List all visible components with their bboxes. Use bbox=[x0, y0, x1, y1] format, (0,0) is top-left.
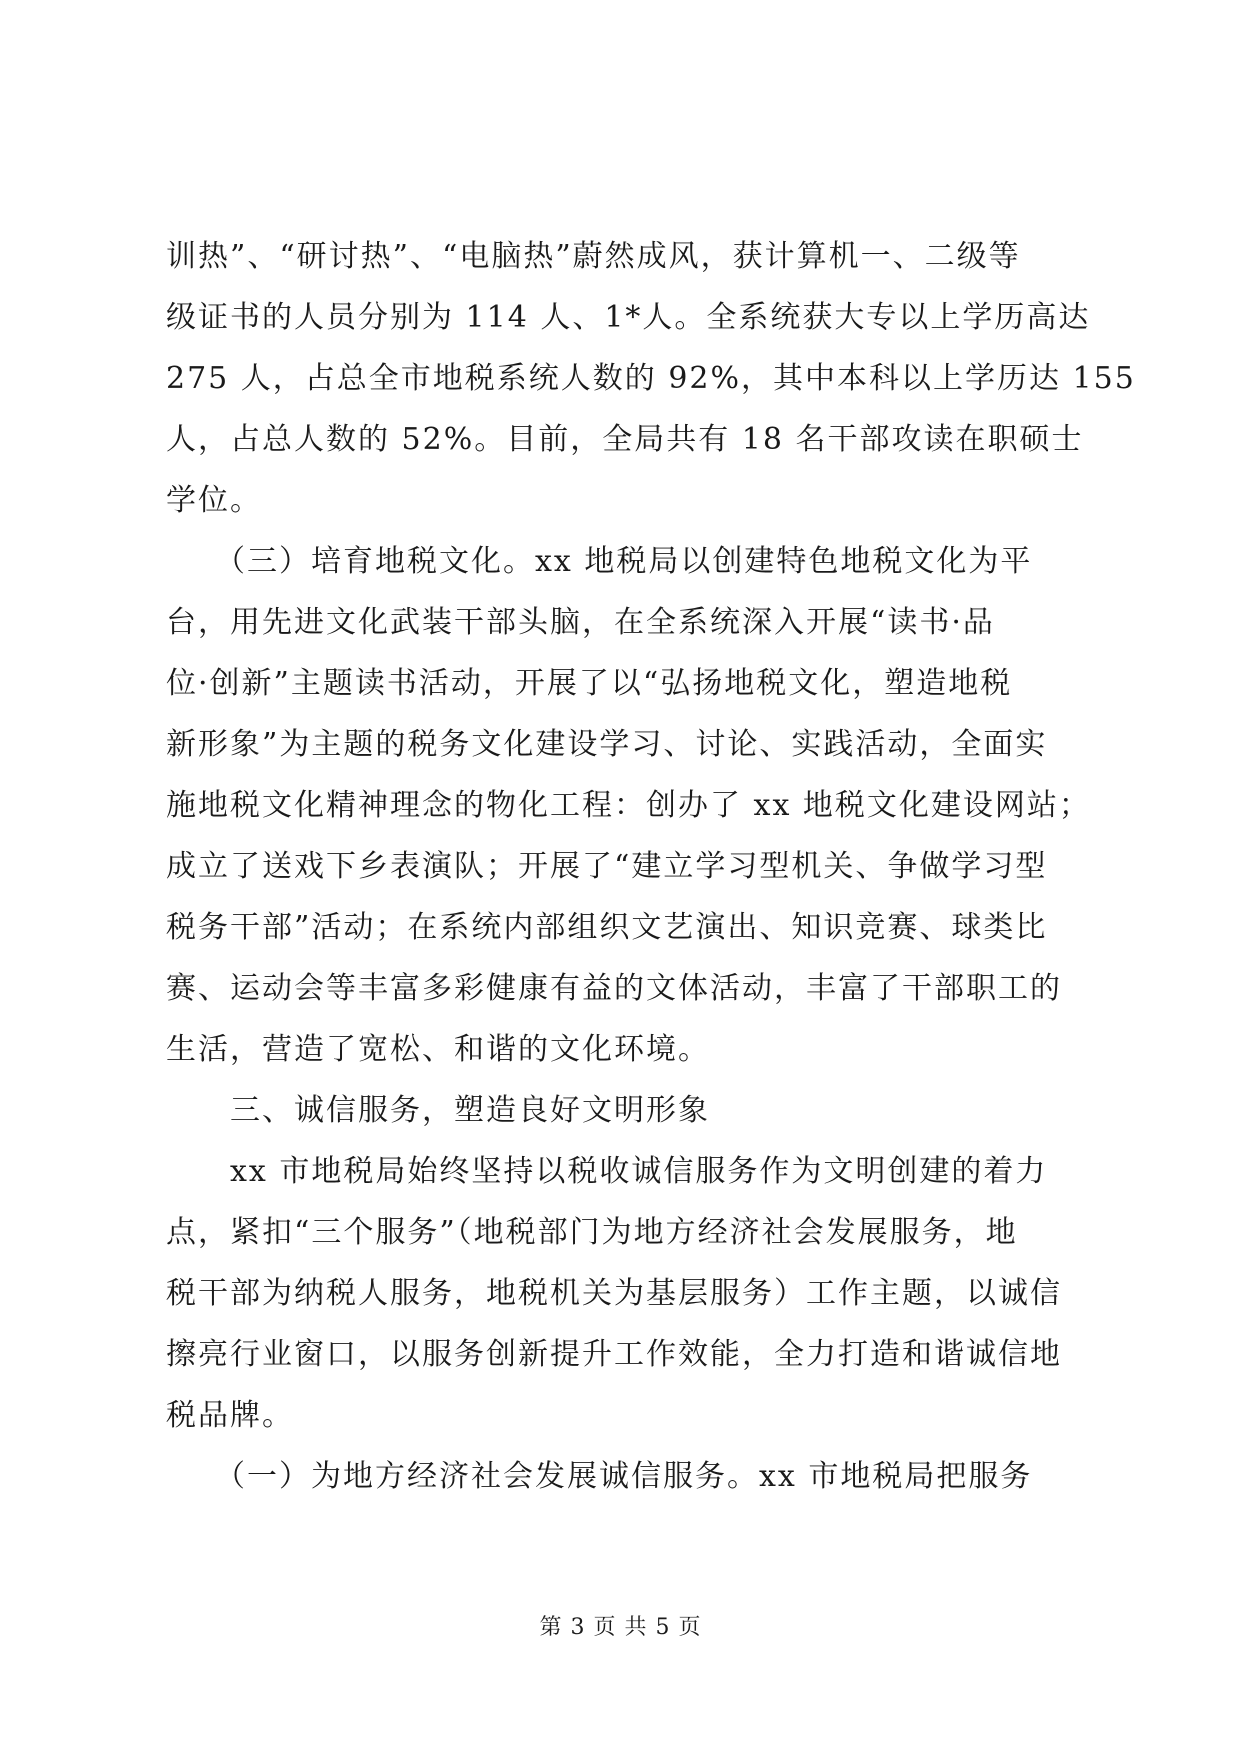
text-line: xx 市地税局始终坚持以税收诚信服务作为文明创建的着力 bbox=[166, 1154, 1048, 1189]
text-line: 擦亮行业窗口，以服务创新提升工作效能，全力打造和谐诚信地 bbox=[166, 1337, 1062, 1372]
body-text bbox=[166, 226, 1136, 1507]
text-line: 学位。 bbox=[166, 483, 262, 518]
text-line: 新形象”为主题的税务文化建设学习、讨论、实践活动，全面实 bbox=[166, 727, 1048, 762]
text-line: 税干部为纳税人服务，地税机关为基层服务）工作主题，以诚信 bbox=[166, 1276, 1062, 1311]
text-line: 训热”、“研讨热”、“电脑热”蔚然成风，获计算机一、二级等 bbox=[166, 239, 1021, 274]
text-line: 税务干部”活动；在系统内部组织文艺演出、知识竞赛、球类比 bbox=[166, 910, 1048, 945]
text-line: 级证书的人员分别为 114 人、1*人。全系统获大专以上学历高达 bbox=[166, 300, 1091, 335]
text-line: 税品牌。 bbox=[166, 1398, 294, 1433]
page-number-footer: 第 3 页 共 5 页 bbox=[539, 1615, 702, 1640]
text-line: （三）培育地税文化。xx 地税局以创建特色地税文化为平 bbox=[166, 544, 1033, 579]
text-line: 人，占总人数的 52%。目前，全局共有 18 名干部攻读在职硕士 bbox=[166, 422, 1084, 457]
text-line: 275 人，占总全市地税系统人数的 92%，其中本科以上学历达 155 bbox=[166, 361, 1136, 396]
text-line: 位·创新”主题读书活动，开展了以“弘扬地税文化，塑造地税 bbox=[166, 666, 1013, 701]
text-line: 赛、运动会等丰富多彩健康有益的文体活动，丰富了干部职工的 bbox=[166, 971, 1062, 1006]
text-line: 点，紧扣“三个服务”（地税部门为地方经济社会发展服务，地 bbox=[166, 1215, 1018, 1250]
text-line: （一）为地方经济社会发展诚信服务。xx 市地税局把服务 bbox=[166, 1459, 1033, 1494]
text-line: 生活，营造了宽松、和谐的文化环境。 bbox=[166, 1032, 710, 1067]
section-heading: 三、诚信服务，塑造良好文明形象 bbox=[166, 1093, 710, 1128]
text-line: 施地税文化精神理念的物化工程：创办了 xx 地税文化建设网站； bbox=[166, 788, 1091, 823]
text-line: 成立了送戏下乡表演队；开展了“建立学习型机关、争做学习型 bbox=[166, 849, 1048, 884]
text-line: 台，用先进文化武装干部头脑，在全系统深入开展“读书·品 bbox=[166, 605, 995, 640]
